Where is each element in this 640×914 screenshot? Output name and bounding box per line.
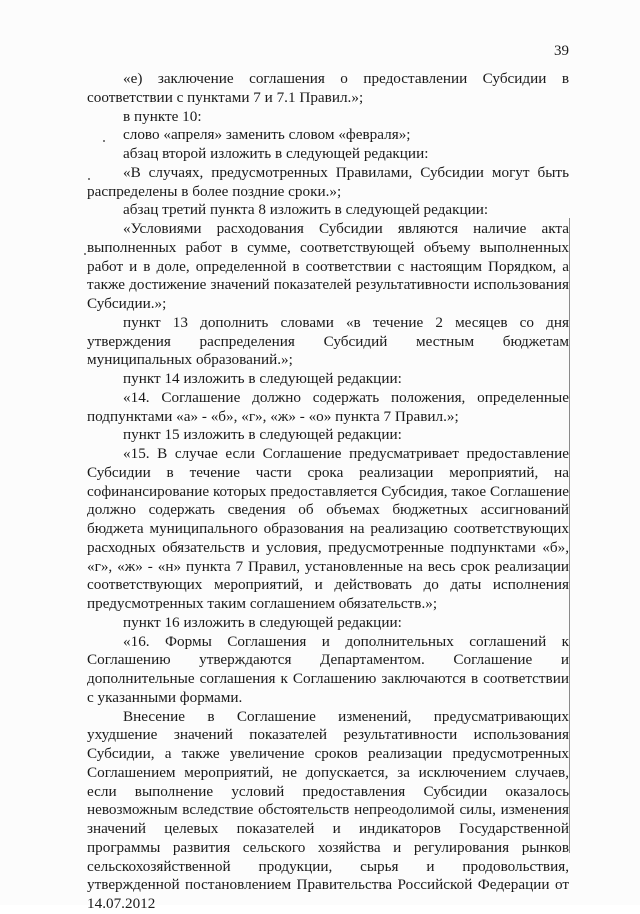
paragraph-13: пункт 16 изложить в следующей редакции: — [123, 613, 402, 631]
page-number: 39 — [554, 43, 569, 59]
paragraph-14: «16. Формы Соглашения и дополнительных соглашений к Соглашению утверждаются Департаментом. Соглашение и дополнительные соглашения к Соглашению заключаются в соответствии с указанными формами. — [87, 632, 569, 706]
paragraph-10: «14. Соглашение должно содержать положения, определенные подпунктами «а» - «б», «г», «ж» - «о» пункта 7 Правил.»; — [87, 388, 569, 425]
paragraph-11: пункт 15 изложить в следующей редакции: — [123, 426, 402, 444]
scan-artifact-dot — [103, 140, 105, 142]
scan-artifact-line — [569, 218, 570, 853]
paragraph-4: абзац второй изложить в следующей редакции: — [123, 145, 429, 162]
paragraph-15: Внесение в Соглашение изменений, предусматривающих ухудшение значений показателей результативности использования Субсидии, а также увеличение сроков реализации предусмотренных Соглашением мероприятий, не допускается, за исключением случаев, если выполнение условий предоставления Субсидии оказалось невозможным вследствие обстоятельств непреодолимой силы, изменения значений целевых показателей и индикаторов Государственной программы развития сельского хозяйства и регулирования рынков сельскохозяйственной продукции, сырья и продовольствия, утвержденной постановлением Правительства Российской Федерации от 14.07.2012 — [87, 707, 569, 912]
paragraph-12: «15. В случае если Соглашение предусматривает предоставление Субсидии в течение части срока реализации мероприятий, на софинансирование которых предоставляется Субсидия, такое Соглашение должно содержать сведения об объемах бюджетных ассигнований бюджета муниципального образования на реализацию соответствующих расходных обязательств и условия, предусмотренные подпунктами «б», «г», «ж» - «н» пункта 7 Правил, установленные на весь срок реализации соответствующих мероприятий, и действовать до даты исполнения предусмотренных таким соглашением обязательств.»; — [87, 445, 569, 612]
paragraph-9: пункт 14 изложить в следующей редакции: — [123, 370, 402, 387]
paragraph-6: абзац третий пункта 8 изложить в следующей редакции: — [123, 201, 489, 219]
document-body — [87, 70, 569, 914]
paragraph-2: в пункте 10: — [123, 107, 202, 125]
scan-artifact-dot — [88, 178, 90, 180]
paragraph-5: «В случаях, предусмотренных Правилами, Субсидии могут быть распределены в более поздние сроки.»; — [87, 163, 569, 200]
paragraph-7: «Условиями расходования Субсидии являются наличие акта выполненных работ в сумме, соответствующей объему выполненных работ и в доле, определенной в соответствии с настоящим Порядком, а также достижение значений показателей результативности использования Субсидии.»; — [87, 220, 569, 312]
paragraph-1: «е) заключение соглашения о предоставлении Субсидии в соответствии с пунктами 7 и 7.1 Правил.»; — [87, 70, 569, 106]
paragraph-8: пункт 13 дополнить словами «в течение 2 месяцев со дня утверждения распределения Субсидий местным бюджетам муниципальных образований.»; — [87, 313, 569, 369]
paragraph-3: слово «апреля» заменить словом «февраля»; — [123, 126, 411, 144]
scan-artifact-dot — [84, 253, 86, 255]
